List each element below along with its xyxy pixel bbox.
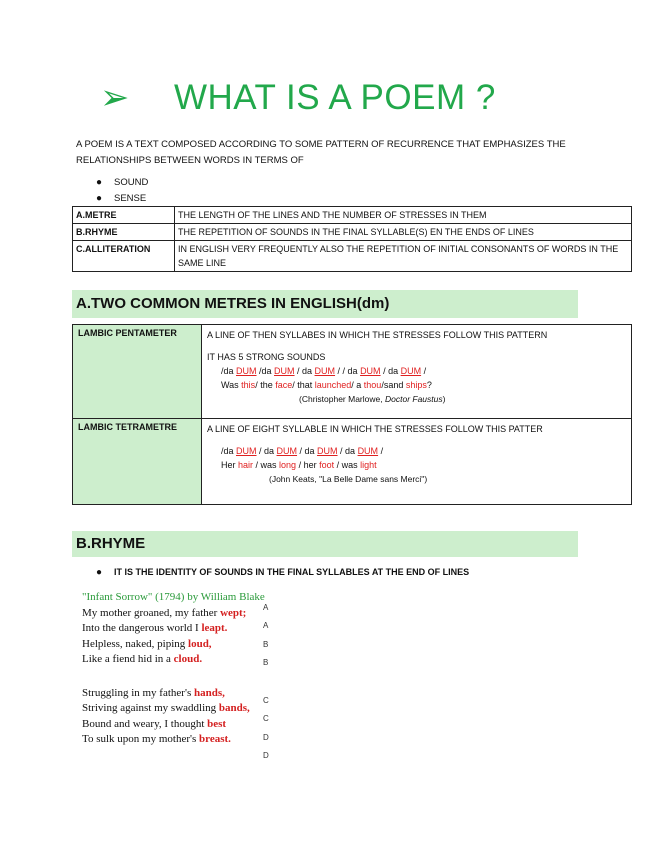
table-row [73, 207, 632, 224]
desc-cell: IN ENGLISH VERY FREQUENTLY ALSO THE REPETITION OF INITIAL CONSONANTS OF WORDS IN THE SAME LINE [175, 241, 632, 272]
example-source: (Christopher Marlowe, Doctor Faustus) [299, 394, 446, 404]
example-line: Her hair / was long / her foot / was light [221, 460, 377, 470]
term-cell: C.ALLITERATION [73, 241, 175, 272]
rhyme-letter: D [263, 733, 269, 742]
bullet-icon: ● [96, 567, 103, 578]
metre-desc: A LINE OF EIGHT SYLLABLE IN WHICH THE STRESSES FOLLOW THIS PATTER [207, 424, 543, 434]
term-cell: A.METRE [73, 207, 175, 224]
section-heading: A.TWO COMMON METRES IN ENGLISH(dm) [72, 290, 578, 318]
bullet-icon: ● [96, 177, 103, 188]
stress-pattern: /da DUM / da DUM / da DUM / da DUM / [221, 446, 384, 456]
table-row [73, 419, 632, 505]
bullet-item: ● SENSE [96, 193, 147, 204]
poem-line: Striving against my swaddling bands, [82, 702, 250, 714]
rhyme-letter: B [263, 658, 269, 667]
rhyme-letter: A [263, 621, 269, 630]
term-cell: B.RHYME [73, 224, 175, 241]
section-heading: B.RHYME [72, 531, 578, 557]
table-row [73, 325, 632, 419]
poem-line: Bound and weary, I thought best [82, 717, 227, 730]
metre-note: IT HAS 5 STRONG SOUNDS [207, 352, 326, 362]
metre-content [202, 325, 632, 419]
bullet-item: ● IT IS THE IDENTITY OF SOUNDS IN THE FINAL SYLLABLES AT THE END OF LINES [96, 567, 470, 578]
table-row [73, 241, 632, 272]
rhyme-letter: C [263, 696, 269, 705]
example-source: (John Keats, "La Belle Dame sans Merci") [269, 474, 428, 484]
bullet-item: ● SOUND [96, 177, 149, 188]
metre-content [202, 419, 632, 505]
poem-title: "Infant Sorrow" (1794) by William Blake [82, 591, 265, 603]
definitions-table [72, 206, 632, 272]
metres-table [72, 324, 632, 505]
poem-line: Like a fiend hid in a cloud. [82, 653, 203, 665]
metre-desc: A LINE OF THEN SYLLABES IN WHICH THE STRESSES FOLLOW THIS PATTERN [207, 330, 548, 340]
title-text: WHAT IS A POEM ? [174, 78, 496, 117]
metre-label: LAMBIC TETRAMETRE [73, 419, 202, 505]
poem-line: To sulk upon my mother's breast. [82, 733, 231, 745]
rhyme-letter: A [263, 603, 269, 612]
arrow-icon: ➢ [100, 78, 130, 117]
poem-line: My mother groaned, my father wept; [82, 606, 247, 619]
intro-text: A POEM IS A TEXT COMPOSED ACCORDING TO SOME PATTERN OF RECURRENCE THAT EMPHASIZES THE RELATIONSHIPS BETWEEN WORDS IN TERMS OF [76, 139, 566, 166]
poem-line: Into the dangerous world I leapt. [82, 622, 228, 634]
metre-label: LAMBIC PENTAMETER [73, 325, 202, 419]
poem [82, 590, 265, 748]
stress-pattern: /da DUM /da DUM / da DUM / / da DUM / da DUM / [221, 366, 427, 376]
poem-line: Struggling in my father's hands, [82, 686, 225, 699]
desc-cell: THE LENGTH OF THE LINES AND THE NUMBER OF STRESSES IN THEM [175, 207, 632, 224]
desc-cell: THE REPETITION OF SOUNDS IN THE FINAL SYLLABLE(S) EN THE ENDS OF LINES [175, 224, 632, 241]
example-line: Was this/ the face/ that launched/ a thou/sand ships? [221, 380, 432, 390]
poem-line: Helpless, naked, piping loud, [82, 637, 212, 650]
rhyme-letter: C [263, 714, 269, 723]
page-title [100, 78, 496, 118]
rhyme-letter: B [263, 640, 269, 649]
table-row [73, 224, 632, 241]
bullet-icon: ● [96, 193, 103, 204]
rhyme-letter: D [263, 751, 269, 760]
